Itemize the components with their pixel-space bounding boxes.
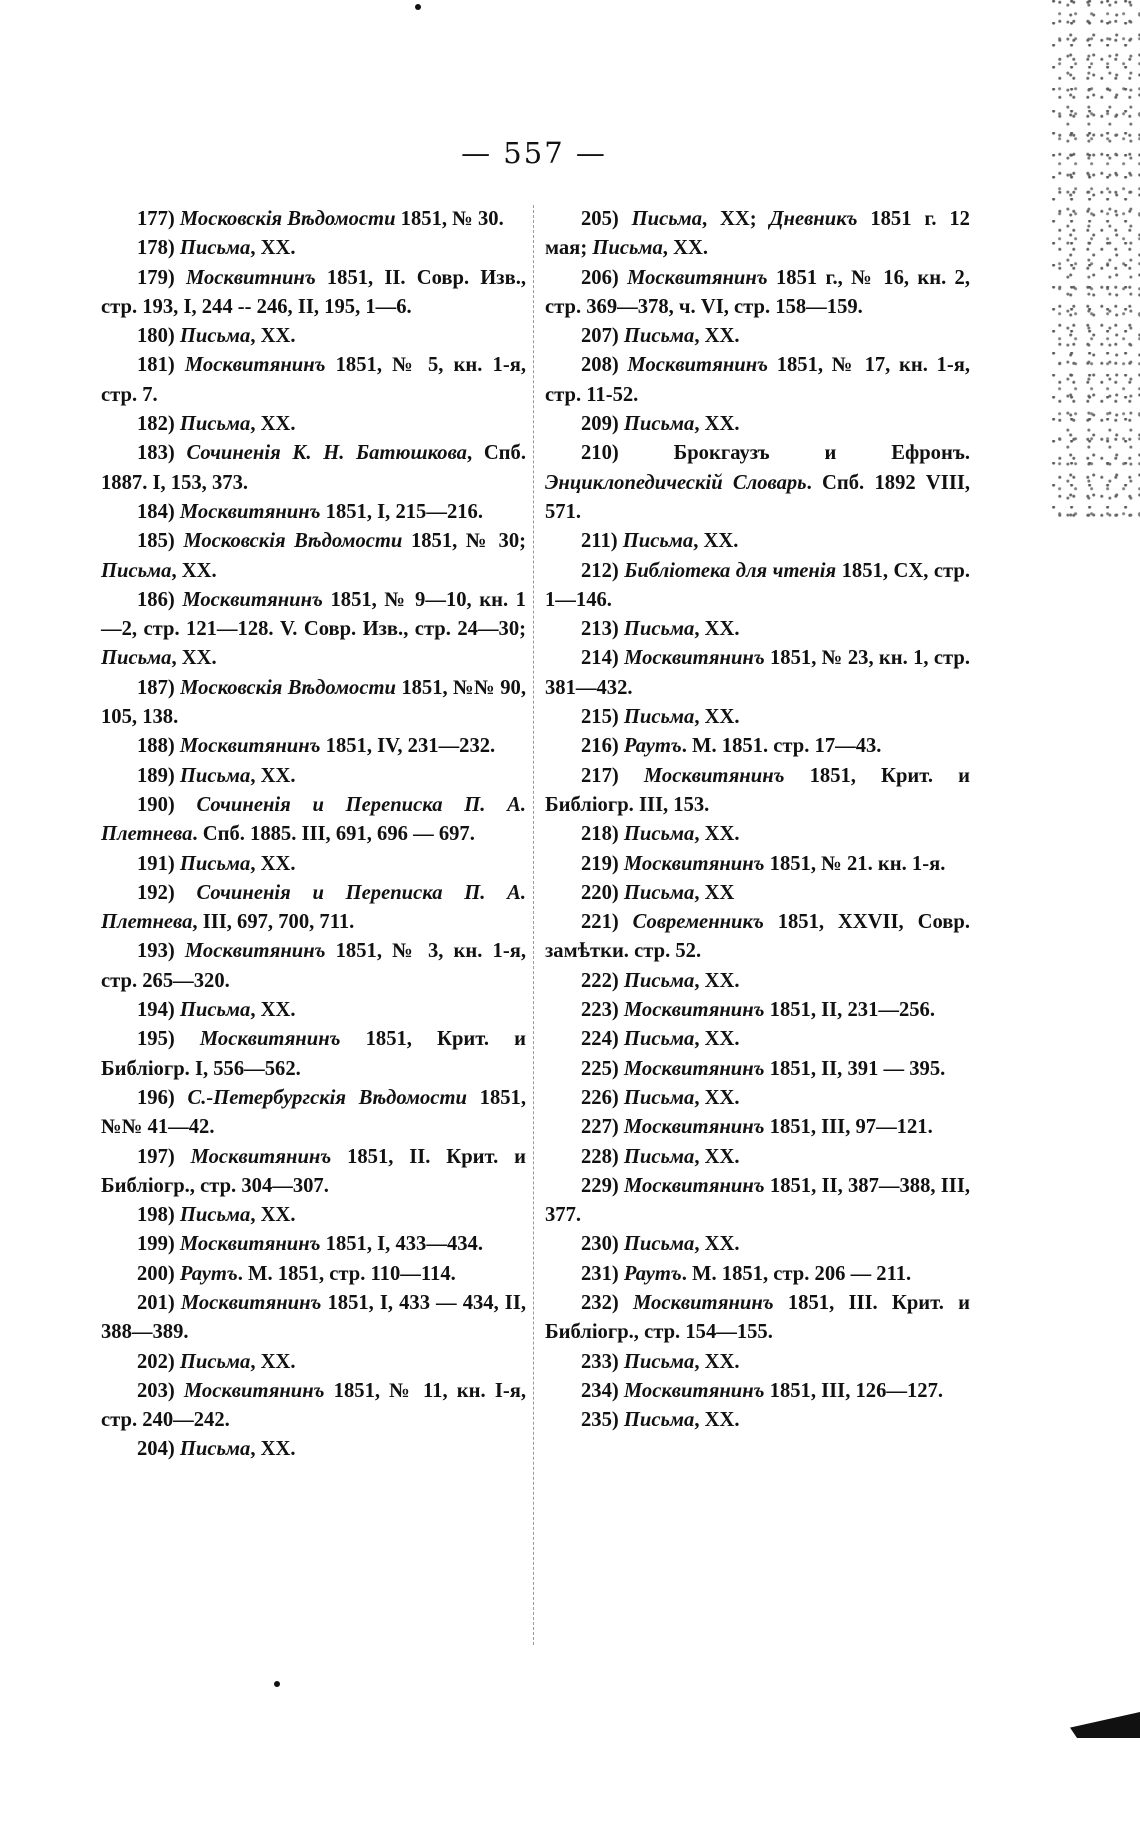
footnote-number: 198) — [137, 1204, 180, 1227]
footnote-number: 189) — [137, 764, 180, 787]
footnote — [101, 1377, 526, 1436]
footnote — [101, 762, 526, 791]
footnote-title: Письма — [179, 764, 251, 787]
footnote-number: 201) — [137, 1291, 181, 1314]
footnote-text: , XX — [694, 881, 735, 904]
footnote-title: Письма — [623, 969, 695, 992]
footnote-text: 1851, I, 433—434. — [320, 1233, 483, 1256]
footnote — [101, 1230, 526, 1259]
footnote — [101, 1201, 526, 1230]
footnote-title: Письма — [179, 237, 251, 260]
footnote-title: Письма — [179, 325, 251, 348]
footnote-title: Москвитянинъ — [184, 940, 326, 963]
footnote — [545, 1230, 970, 1259]
footnote-title: Письма — [622, 530, 694, 553]
footnote — [101, 234, 526, 263]
footnote-text: 1851, III, 97—121. — [764, 1116, 933, 1139]
footnote-number: 213) — [581, 618, 624, 641]
footnote-title: Письма — [623, 1086, 695, 1109]
footnote-text: 1851, № 11, кн. I-я, стр. 240—242. — [101, 1379, 526, 1432]
footnote-text: . М. 1851, стр. 110—114. — [237, 1262, 456, 1285]
footnote — [545, 908, 970, 967]
footnote-number: 205) — [581, 208, 632, 230]
footnote-title: Письма — [623, 706, 695, 729]
footnote-number: 226) — [581, 1086, 624, 1109]
footnote-title: Письма — [179, 1204, 251, 1227]
footnote-number: 207) — [581, 325, 624, 348]
footnote-text: , XX. — [250, 413, 296, 436]
footnote-title: С.-Петербургскія Вѣдомости — [187, 1086, 467, 1109]
footnote-text: , XX. — [250, 764, 296, 787]
footnote-number: 192) — [137, 881, 197, 904]
footnote-title: Письма — [623, 325, 695, 348]
footnote-title: Москвитянинъ — [623, 999, 765, 1022]
footnote-number: 214) — [581, 647, 625, 670]
footnote-text: 1851, № 5, кн. 1-я, стр. 7. — [101, 354, 526, 406]
footnote-title: Письма — [623, 1145, 695, 1168]
footnote-title: Письма — [101, 647, 172, 670]
footnote-number: 208) — [581, 354, 628, 377]
footnote-title: Письма — [623, 1350, 695, 1373]
footnote-title: Сочиненія К. Н. Батюшкова — [186, 442, 467, 465]
footnote-number: 221) — [581, 911, 633, 934]
footnote-title: Москвитянинъ — [190, 1145, 332, 1168]
footnote-title: Москвитянинъ — [623, 1379, 765, 1402]
footnote-number: 235) — [581, 1409, 624, 1432]
footnote-title: Письма — [623, 1409, 695, 1432]
footnote-text: 1851, № 3, кн. 1-я, стр. 265—320. — [101, 940, 526, 992]
footnote-title: Московскія Вѣдомости — [180, 676, 396, 699]
footnote — [101, 322, 526, 351]
footnote-number: 234) — [581, 1379, 624, 1402]
footnote-number: 224) — [581, 1028, 624, 1051]
footnote-text: , XX. — [694, 618, 740, 641]
footnote-number: 231) — [581, 1262, 624, 1285]
footnote-text: 1851, II, 387—388, III, 377. — [545, 1174, 970, 1227]
footnote-title: Письма — [179, 1350, 251, 1373]
left-notes-column — [101, 205, 526, 1465]
footnote — [101, 879, 526, 938]
footnote-number: 210) — [581, 442, 674, 465]
footnote-text: Брокгаузъ и Ефронъ. — [673, 442, 970, 465]
footnote-text: , XX. — [250, 325, 296, 348]
footnote — [545, 557, 970, 616]
footnote-text: . М. 1851, стр. 206 — 211. — [681, 1262, 912, 1285]
footnote-text: , XX. — [694, 823, 740, 846]
footnote-number: 204) — [137, 1438, 180, 1461]
footnote-title: Письма — [623, 1028, 695, 1051]
footnote — [101, 674, 526, 733]
footnote-text: , III, 697, 700, 711. — [192, 911, 355, 934]
footnote-number: 227) — [581, 1116, 624, 1139]
footnote — [545, 322, 970, 351]
footnote — [545, 1143, 970, 1172]
footnote-text: , XX. — [694, 1145, 740, 1168]
footnote-number: 178) — [137, 237, 180, 260]
footnote-text: 1851, II. Крит. и Библіогр., стр. 304—307. — [101, 1145, 526, 1197]
footnote-text: 1851, № 23, кн. 1, стр. 381—432. — [545, 647, 970, 699]
footnote-title: Москвитянинъ — [624, 1174, 765, 1197]
footnote — [545, 879, 970, 908]
footnote — [101, 351, 526, 410]
footnote — [545, 1113, 970, 1142]
footnote-text: , XX. — [171, 647, 217, 670]
footnote-title: Москвитянинъ — [633, 1291, 774, 1314]
footnote — [101, 410, 526, 439]
footnote-title: Письма — [623, 618, 695, 641]
footnote-number: 219) — [581, 852, 624, 875]
footnote-number: 184) — [137, 500, 180, 523]
footnote-number: 225) — [581, 1057, 624, 1080]
right-notes-column — [545, 205, 970, 1435]
footnote — [101, 850, 526, 879]
footnote — [101, 1435, 526, 1464]
footnote-text: 1851, № 17, кн. 1-я, стр. 11-52. — [545, 354, 970, 406]
footnote-number: 194) — [137, 999, 180, 1022]
footnote-number: 211) — [581, 530, 623, 553]
footnote — [545, 351, 970, 410]
footnote-number: 181) — [137, 354, 185, 377]
footnote-title: Письма — [179, 852, 251, 875]
footnote — [545, 820, 970, 849]
footnote-text: . М. 1851. стр. 17—43. — [681, 735, 882, 758]
footnote-title: Москвитянинъ — [182, 588, 323, 611]
footnote-number: 188) — [137, 735, 180, 758]
footnote-text: 1851 г., № 16, кн. 2, стр. 369—378, ч. VI, стр. 158—159. — [545, 266, 970, 318]
footnote-number: 195) — [137, 1028, 200, 1051]
footnote-text: 1851, IV, 231—232. — [320, 735, 496, 758]
footnote-title: Сочиненія и Переписка П. А. Плетнева — [101, 881, 526, 934]
footnote-number: 199) — [137, 1233, 180, 1256]
footnote — [545, 850, 970, 879]
footnote-text: , XX. — [694, 969, 740, 992]
footnote-title: Москвитянинъ — [199, 1028, 341, 1051]
footnote-text: , XX. — [250, 1350, 296, 1373]
footnote-text: , XX; — [702, 208, 770, 230]
footnote — [545, 615, 970, 644]
footnote — [101, 732, 526, 761]
footnote-number: 200) — [137, 1262, 180, 1285]
footnote — [545, 703, 970, 732]
footnote — [545, 439, 970, 527]
footnote-number: 229) — [581, 1174, 625, 1197]
footnote — [545, 967, 970, 996]
footnote-text: 1851, CX, стр. 1—146. — [545, 559, 970, 611]
footnote-number: 186) — [137, 588, 183, 611]
footnote-text: , XX. — [694, 1233, 740, 1256]
footnote-title: Раутъ — [623, 1262, 682, 1285]
footnote-text: 1851, Крит. и Библіогр. I, 556—562. — [101, 1028, 526, 1080]
footnote-text: . Спб. 1885. III, 691, 696 — 697. — [192, 823, 475, 846]
footnote — [101, 1084, 526, 1143]
footnote-title: Москвитянинъ — [623, 1116, 765, 1139]
footnote — [101, 527, 526, 586]
footnote-title: Раутъ — [179, 1262, 238, 1285]
footnote-number: 209) — [581, 413, 624, 436]
footnote — [545, 264, 970, 323]
footnote — [545, 1084, 970, 1113]
footnote-title: Письма — [623, 1233, 695, 1256]
footnote-number: 197) — [137, 1145, 191, 1168]
footnote-text: 1851, № 30. — [395, 208, 504, 230]
footnote-text: 1851, №№ 90, 105, 138. — [101, 676, 526, 729]
footnote — [545, 732, 970, 761]
footnote — [545, 205, 970, 264]
footnote — [545, 1172, 970, 1231]
footnote-text: , XX. — [694, 1350, 740, 1373]
footnote-text: 1851, II, 231—256. — [764, 999, 935, 1022]
footnote-text: 1851, III, 126—127. — [764, 1379, 944, 1402]
footnote-title: Современникъ — [632, 911, 764, 934]
footnote-text: , XX. — [250, 852, 296, 875]
footnote — [101, 205, 526, 234]
footnote-number: 216) — [581, 735, 624, 758]
footnote-text: 1851, I, 433 — 434, II, 388—389. — [101, 1291, 526, 1344]
footnote-title: Москвитянинъ — [179, 735, 321, 758]
footnote — [545, 527, 970, 556]
scan-corner-mark — [1070, 1712, 1140, 1738]
footnote-number: 177) — [137, 208, 180, 230]
footnote-title: Сочиненія и Переписка П. А. Плетнева — [101, 793, 526, 846]
footnote-number: 193) — [137, 940, 185, 963]
footnote — [545, 996, 970, 1025]
footnote-text: 1851, II, 391 — 395. — [764, 1057, 946, 1080]
footnote-title: Письма — [179, 999, 251, 1022]
footnote-text: , XX. — [171, 559, 217, 582]
footnote-number: 183) — [137, 442, 187, 465]
footnote-text: , XX. — [250, 1204, 296, 1227]
footnote-number: 222) — [581, 969, 624, 992]
footnote-title: Библіотека для чтенія — [624, 559, 837, 582]
footnote-title: Энциклопедическій Словарь — [545, 471, 807, 494]
footnote — [101, 791, 526, 850]
footnote-text: , XX. — [694, 706, 740, 729]
footnote-title: Москвитнинъ — [185, 266, 316, 289]
footnote-number: 230) — [581, 1233, 624, 1256]
footnote-title: Москвитянинъ — [183, 1379, 325, 1402]
footnote — [545, 1377, 970, 1406]
footnote-number: 179) — [137, 266, 186, 289]
footnote-title: Письма — [623, 823, 695, 846]
footnote-number: 217) — [581, 764, 644, 787]
footnote-text: , XX. — [694, 1086, 740, 1109]
footnote-number: 220) — [581, 881, 624, 904]
footnote — [545, 1055, 970, 1084]
footnote-text: 1851 г. 12 мая; — [545, 208, 970, 260]
footnote-text: , XX. — [694, 413, 740, 436]
footnote-title: Москвитянинъ — [179, 500, 321, 523]
footnote — [545, 762, 970, 821]
footnote-title: Москвитянинъ — [624, 647, 765, 670]
footnote-text: 1851, № 30; — [402, 530, 526, 553]
footnote-title: Письма — [623, 881, 695, 904]
footnote-number: 202) — [137, 1350, 180, 1373]
scan-speckle — [1050, 0, 1140, 520]
footnote — [545, 410, 970, 439]
footnote-text: 1851, II. Совр. Изв., стр. 193, I, 244 -- 246, II, 195, 1—6. — [101, 266, 526, 318]
footnote — [101, 439, 526, 498]
footnote-title: Письма — [592, 237, 663, 260]
footnote-title: Москвитянинъ — [180, 1291, 322, 1314]
footnote-text: , XX. — [694, 1028, 740, 1051]
footnote-number: 232) — [581, 1291, 634, 1314]
footnote — [545, 1260, 970, 1289]
column-divider — [533, 205, 534, 1645]
footnote-text: , XX. — [662, 237, 708, 260]
footnote-title: Московскія Вѣдомости — [183, 530, 403, 553]
footnote — [545, 1025, 970, 1054]
footnote-text: , XX. — [694, 325, 740, 348]
footnote — [101, 1025, 526, 1084]
footnote-number: 215) — [581, 706, 624, 729]
footnote-text: , XX. — [693, 530, 739, 553]
footnote — [101, 498, 526, 527]
footnote-title: Раутъ — [623, 735, 682, 758]
footnote-title: Москвитянинъ — [643, 764, 785, 787]
page-number: — 557 — — [461, 136, 607, 170]
footnote-text: , XX. — [250, 237, 296, 260]
footnote-number: 190) — [137, 793, 197, 816]
footnote-title: Москвитянинъ — [627, 354, 769, 377]
scan-dot — [274, 1681, 280, 1687]
footnote-number: 212) — [581, 559, 625, 582]
footnote-text: 1851, XXVII, Совр. замѣтки. стр. 52. — [545, 911, 970, 963]
footnote — [101, 937, 526, 996]
footnote-number: 180) — [137, 325, 180, 348]
footnote — [545, 644, 970, 703]
footnote-title: Дневникъ — [769, 208, 858, 230]
footnote — [545, 1406, 970, 1435]
footnote-title: Московскія Вѣдомости — [179, 208, 396, 230]
footnote — [101, 1143, 526, 1202]
footnote-number: 196) — [137, 1086, 188, 1109]
footnote-text: , XX. — [250, 999, 296, 1022]
footnote-text: 1851, III. Крит. и Библіогр., стр. 154—155. — [545, 1291, 971, 1344]
footnote-text: 1851, № 9—10, кн. 1—2, стр. 121—128. V. Совр. Изв., стр. 24—30; — [101, 588, 526, 641]
footnote — [545, 1348, 970, 1377]
footnote — [545, 1289, 970, 1348]
footnote-text: . Спб. 1892 VIII, 571. — [545, 471, 970, 523]
footnote-number: 191) — [137, 852, 180, 875]
footnote-title: Письма — [179, 1438, 251, 1461]
footnote-title: Москвитянинъ — [623, 1057, 765, 1080]
footnote-text: 1851, №№ 41—42. — [101, 1086, 526, 1139]
footnote-number: 206) — [581, 266, 628, 289]
footnote — [101, 264, 526, 323]
footnote-text: , Спб. 1887. I, 153, 373. — [101, 442, 526, 494]
footnote-number: 203) — [137, 1379, 184, 1402]
footnote-number: 223) — [581, 999, 624, 1022]
footnote — [101, 1260, 526, 1289]
footnote-text: , XX. — [694, 1409, 740, 1432]
footnote-text: 1851, № 21. кн. 1-я. — [764, 852, 946, 875]
footnote — [101, 586, 526, 674]
footnote-title: Москвитянинъ — [179, 1233, 321, 1256]
footnote-number: 233) — [581, 1350, 624, 1373]
footnote-title: Письма — [623, 413, 695, 436]
footnote — [101, 1289, 526, 1348]
footnote-number: 218) — [581, 823, 624, 846]
footnote — [101, 996, 526, 1025]
footnote-title: Письма — [179, 413, 251, 436]
footnote-text: , XX. — [250, 1438, 296, 1461]
footnote-title: Письма — [101, 559, 172, 582]
footnote-title: Москвитянинъ — [623, 852, 765, 875]
footnote-number: 228) — [581, 1145, 624, 1168]
footnote — [101, 1348, 526, 1377]
footnote-text: 1851, Крит. и Библіогр. III, 153. — [545, 764, 970, 816]
scan-dot — [415, 4, 421, 10]
footnote-text: 1851, I, 215—216. — [320, 500, 483, 523]
footnote-number: 185) — [137, 530, 184, 553]
footnote-title: Москвитянинъ — [184, 354, 326, 377]
footnote-number: 187) — [137, 676, 181, 699]
footnote-title: Москвитянинъ — [627, 266, 768, 289]
footnote-number: 182) — [137, 413, 180, 436]
footnote-title: Письма — [631, 208, 703, 230]
